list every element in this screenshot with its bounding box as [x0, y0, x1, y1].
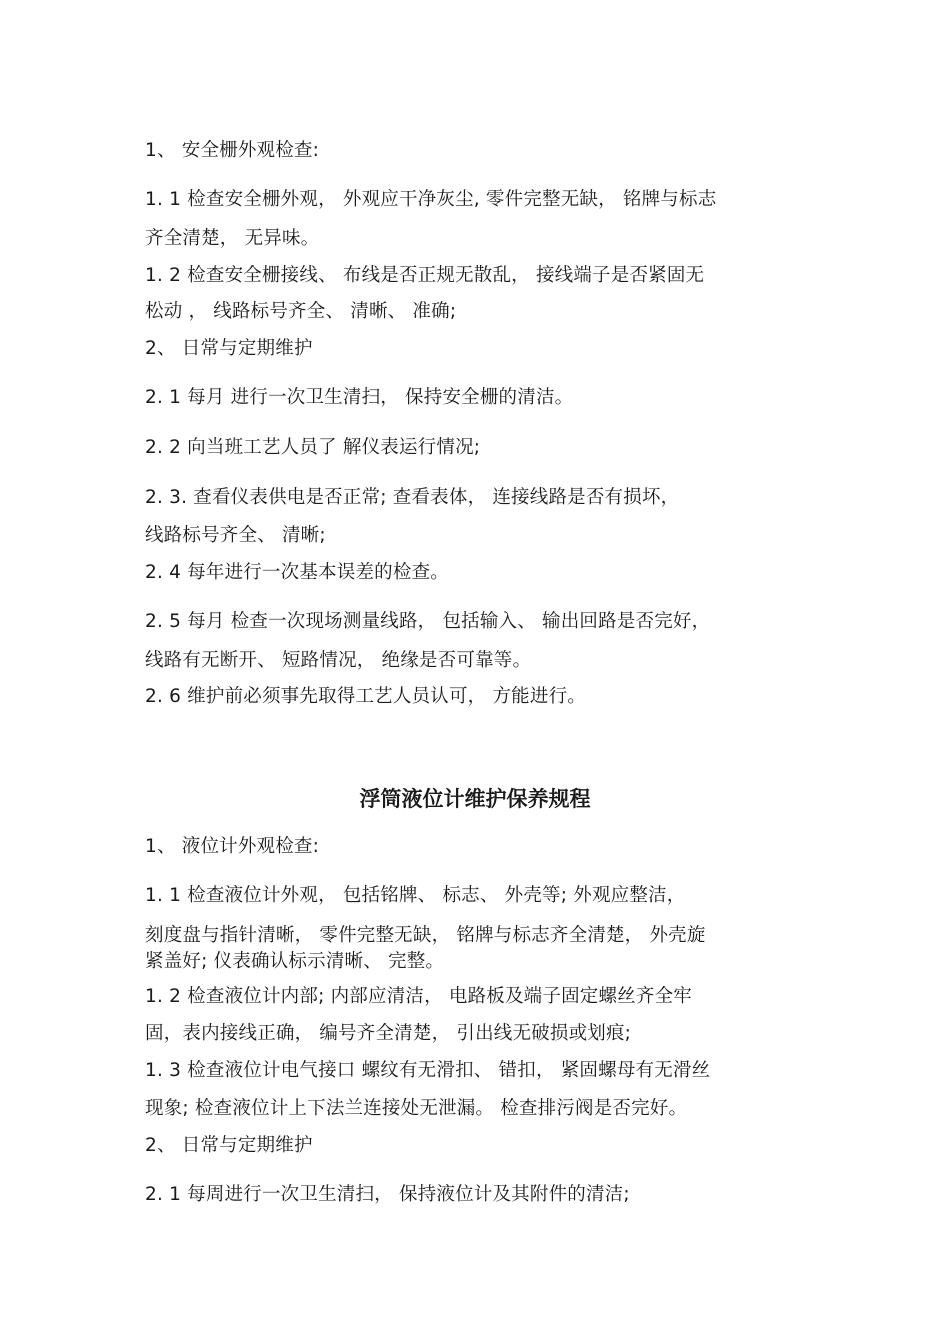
section-title: 浮筒液位计维护保养规程 [359, 787, 591, 811]
paragraph-line: 2. 3. 查看仪表供电是否正常; 查看表体， 连接线路是否有损坏， [145, 487, 680, 508]
paragraph-line: 1. 2 检查安全栅接线、 布线是否正规无散乱， 接线端子是否紧固无 [145, 265, 705, 286]
paragraph-line: 2. 2 向当班工艺人员了 解仪表运行情况; [145, 437, 481, 458]
heading-daily-maintenance-2: 2、 日常与定期维护 [145, 1135, 313, 1156]
paragraph-line: 2. 5 每月 检查一次现场测量线路， 包括输入、 输出回路是否完好， [145, 611, 711, 632]
paragraph-line: 1. 1 检查安全栅外观， 外观应干净灰尘, 零件完整无缺， 铭牌与标志 [145, 189, 717, 210]
paragraph-line: 松动 ， 线路标号齐全、 清晰、 准确; [145, 301, 457, 322]
paragraph-line: 1. 2 检查液位计内部; 内部应清洁， 电路板及端子固定螺丝齐全牢 [145, 986, 692, 1007]
paragraph-line: 2. 1 每月 进行一次卫生清扫， 保持安全栅的清洁。 [145, 387, 574, 408]
heading-daily-maintenance: 2、 日常与定期维护 [145, 338, 313, 359]
heading-level-gauge-inspection: 1、 液位计外观检查: [145, 836, 320, 857]
paragraph-line: 刻度盘与指针清晰， 零件完整无缺， 铭牌与标志齐全清楚， 外壳旋 [145, 925, 706, 946]
paragraph-line: 固，表内接线正确， 编号齐全清楚， 引出线无破损或划痕; [145, 1023, 632, 1044]
paragraph-line: 线路标号齐全、 清晰; [145, 525, 326, 546]
heading-safety-barrier-inspection: 1、 安全栅外观检查: [145, 140, 320, 161]
paragraph-line: 2. 6 维护前必须事先取得工艺人员认可， 方能进行。 [145, 686, 586, 707]
paragraph-line: 齐全清楚， 无异味。 [145, 228, 320, 249]
paragraph-line: 2. 1 每周进行一次卫生清扫， 保持液位计及其附件的清洁; [145, 1184, 630, 1205]
paragraph-line: 线路有无断开、 短路情况， 绝缘是否可靠等。 [145, 650, 532, 671]
paragraph-line: 1. 3 检查液位计电气接口 螺纹有无滑扣、 错扣， 紧固螺母有无滑丝 [145, 1060, 711, 1081]
paragraph-line: 2. 4 每年进行一次基本误差的检查。 [145, 562, 449, 583]
paragraph-line: 紧盖好; 仪表确认标示清晰、 完整。 [145, 951, 445, 972]
paragraph-line: 现象; 检查液位计上下法兰连接处无泄漏。 检查排污阀是否完好。 [145, 1098, 688, 1119]
paragraph-line: 1. 1 检查液位计外观， 包括铭牌、 标志、 外壳等; 外观应整洁， [145, 885, 686, 906]
